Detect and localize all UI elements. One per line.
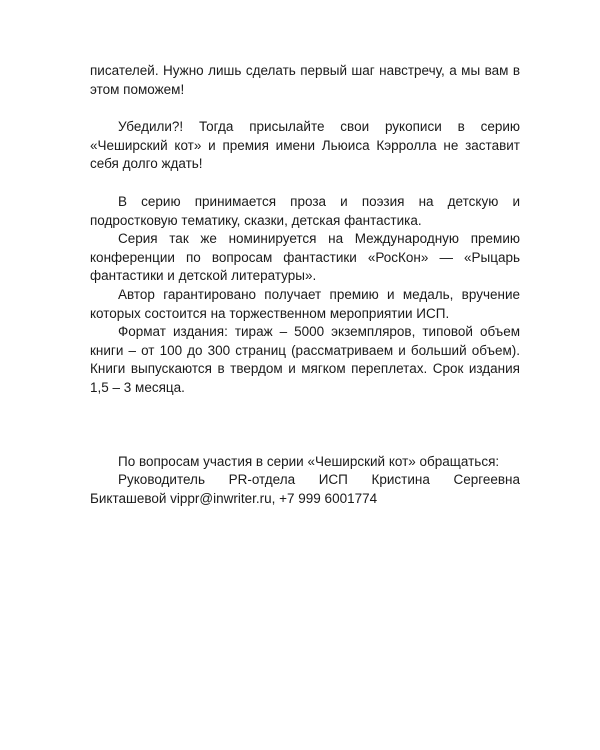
paragraph-contact-intro: По вопросам участия в серии «Чеширский кот» обращаться: [118,453,500,469]
paragraph-publication-format: Формат издания: тираж – 5000 экземпляров, типовой объем книги – от 100 до 300 страниц (рассматриваем и больший объем). Книги выпускаются в твердом и мягком переплетах. Срок издания 1,5 – 3 месяца. [90,324,520,395]
paragraph-convinced: Убедили?! Тогда присылайте свои рукописи в серию «Чеширский кот» и премия имени Льюиса Кэрролла не заставит себя долго ждать! [90,119,520,172]
paragraph-series-genres: В серию принимается проза и поэзия на детскую и подростковую тематику, сказки, детская фантастика. [90,193,520,228]
paragraph-award-medal: Автор гарантировано получает премию и медаль, вручение которых состоится на торжественном мероприятии ИСП. [90,286,520,321]
document-page [90,62,520,508]
paragraph-roscon-nomination: Серия так же номинируется на Международную премию конференции по вопросам фантастики «РосКон» — «Рыцарь фантастики и детской литературы». [90,231,520,284]
paragraph-continuation: писателей. Нужно лишь сделать первый шаг навстречу, а мы вам в этом поможем! [90,63,520,97]
paragraph-contact-details: Руководитель PR-отдела ИСП Кристина Сергеевна Бикташевой vippr@inwriter.ru, +7 999 6001774 [90,472,520,506]
